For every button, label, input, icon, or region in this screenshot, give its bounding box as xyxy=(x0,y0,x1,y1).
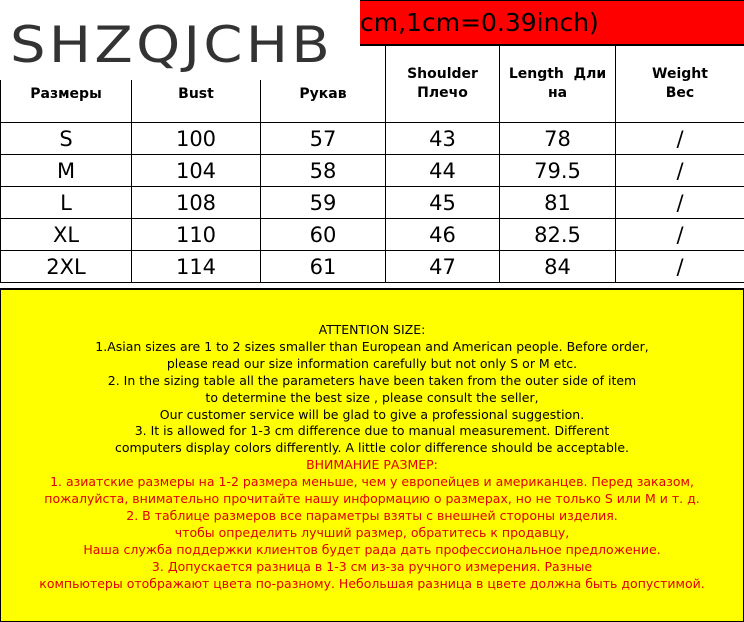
notice-ru-line: 1. азиатские размеры на 1-2 размера меньше, чем у европейцев и американцев. Перед заказом, xyxy=(50,474,694,490)
size-chart-table xyxy=(0,45,744,283)
cell-length: 84 xyxy=(500,251,616,283)
unit-banner xyxy=(356,0,744,45)
notice-ru-line: 3. Допускается разница в 1-3 см из-за ручного измерения. Разные xyxy=(151,558,593,574)
cell-sleeve: 57 xyxy=(261,123,386,155)
table-row xyxy=(1,251,744,283)
notice-ru-line: чтобы определить лучший размер, обратитесь к продавцу, xyxy=(174,524,570,540)
header-shoulder-line1: Shoulder xyxy=(407,66,478,82)
cell-size: S xyxy=(1,123,132,155)
table-row xyxy=(1,155,744,187)
notice-en-line: 1.Asian sizes are 1 to 2 sizes smaller than European and American people. Before order, xyxy=(95,338,649,354)
cell-shoulder: 46 xyxy=(386,219,500,251)
cell-weight: / xyxy=(616,219,744,251)
cell-size: XL xyxy=(1,219,132,251)
cell-weight: / xyxy=(616,123,744,155)
size-notice-box xyxy=(0,288,744,622)
header-weight xyxy=(616,46,744,123)
notice-en-title: ATTENTION SIZE: xyxy=(318,322,426,337)
cell-shoulder: 45 xyxy=(386,187,500,219)
cell-size: M xyxy=(1,155,132,187)
notice-en-line: 3. It is allowed for 1-3 cm difference due to manual measurement. Different xyxy=(134,423,610,439)
header-weight-line2: Вес xyxy=(665,85,695,101)
cell-bust: 108 xyxy=(132,187,261,219)
notice-en-line: please read our size information carefully but not only S or M etc. xyxy=(166,355,578,371)
table-row xyxy=(1,187,744,219)
header-length-line2: на xyxy=(547,85,568,101)
brand-logo-area xyxy=(0,0,360,80)
notice-en-line: to determine the best size , please consult the seller, xyxy=(205,389,539,405)
header-weight-line1: Weight xyxy=(652,66,708,82)
header-length xyxy=(500,46,616,123)
table-row xyxy=(1,219,744,251)
header-bust-label: Bust xyxy=(178,85,214,102)
cell-length: 79.5 xyxy=(500,155,616,187)
cell-sleeve: 61 xyxy=(261,251,386,283)
notice-russian xyxy=(1,457,743,592)
cell-bust: 100 xyxy=(132,123,261,155)
table-row xyxy=(1,123,744,155)
cell-length: 81 xyxy=(500,187,616,219)
cell-sleeve: 58 xyxy=(261,155,386,187)
cell-size: 2XL xyxy=(1,251,132,283)
cell-size: L xyxy=(1,187,132,219)
cell-weight: / xyxy=(616,251,744,283)
cell-shoulder: 47 xyxy=(386,251,500,283)
header-shoulder xyxy=(386,46,500,123)
header-shoulder-line2: Плечо xyxy=(417,85,468,101)
cell-sleeve: 59 xyxy=(261,187,386,219)
notice-en-line: computers display colors differently. A little color difference should be acceptable. xyxy=(114,440,630,456)
cell-length: 82.5 xyxy=(500,219,616,251)
notice-ru-line: Наша служба поддержки клиентов будет рада дать профессиональное предложение. xyxy=(83,541,661,557)
cell-bust: 110 xyxy=(132,219,261,251)
cell-bust: 114 xyxy=(132,251,261,283)
header-sleeve-label: Рукав xyxy=(299,85,347,102)
cell-weight: / xyxy=(616,155,744,187)
cell-length: 78 xyxy=(500,123,616,155)
notice-ru-line: 2. В таблице размеров все параметры взяты с внешней стороны изделия. xyxy=(126,507,618,523)
brand-logo: SHZQJCHB xyxy=(10,16,334,74)
cell-bust: 104 xyxy=(132,155,261,187)
header-length-line1: Length Дли xyxy=(508,66,607,82)
notice-ru-line: компьютеры отображают цвета по-разному. Небольшая разница в цвете должна быть допустимой. xyxy=(39,575,705,591)
cell-shoulder: 44 xyxy=(386,155,500,187)
notice-en-line: Our customer service will be glad to give a professional suggestion. xyxy=(159,406,585,422)
notice-english xyxy=(1,290,743,457)
unit-banner-text: cm,1cm=0.39inch) xyxy=(360,8,599,37)
header-size-label: Размеры xyxy=(30,85,102,102)
cell-sleeve: 60 xyxy=(261,219,386,251)
notice-ru-line: пожалуйста, внимательно прочитайте нашу информацию о размерах, но не только S или M и т. д. xyxy=(44,491,700,507)
cell-shoulder: 43 xyxy=(386,123,500,155)
notice-en-line: 2. In the sizing table all the parameters have been taken from the outer side of item xyxy=(107,372,637,388)
notice-ru-title: ВНИМАНИЕ РАЗМЕР: xyxy=(306,457,438,473)
cell-weight: / xyxy=(616,187,744,219)
